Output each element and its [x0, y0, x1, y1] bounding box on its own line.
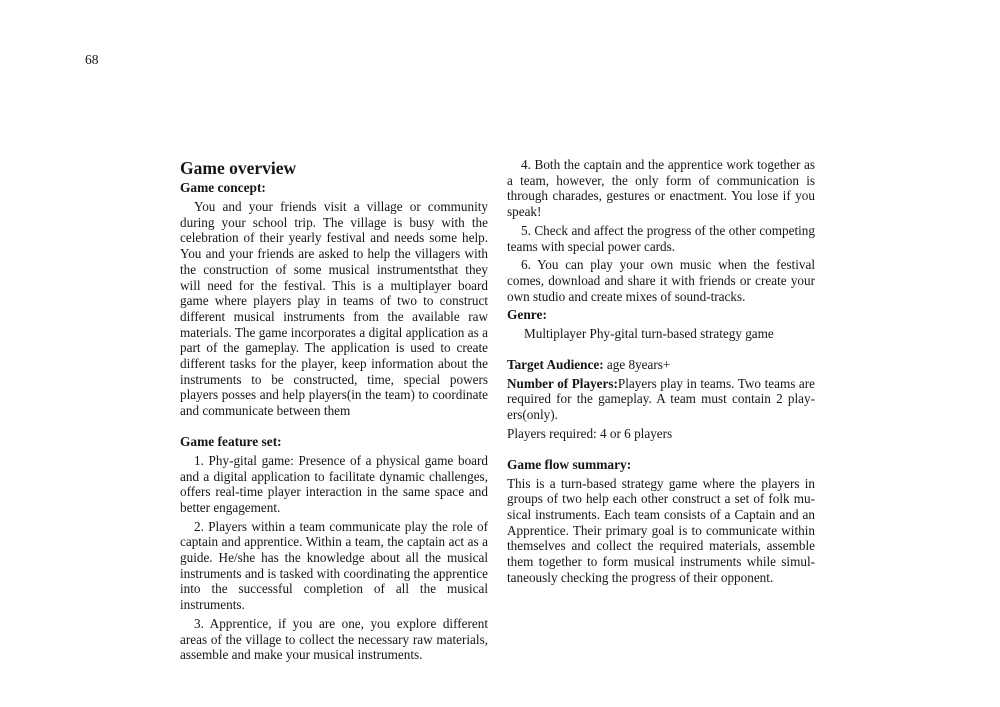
- number-of-players: [507, 376, 815, 423]
- game-flow-summary-paragraph: This is a turn-based strategy game where the players in groups of two help each other construct a set of folk mu-sical instruments. Each team consists of a Captain and an Apprentice. Their primary goal is to communicate within themselves and collect the required materials, assemble them together to form musical instruments while simul-taneously checking the progress of their opponent.: [507, 475, 815, 585]
- target-audience-label: Target Audience:: [507, 357, 604, 373]
- left-column: [180, 157, 488, 663]
- target-audience: [507, 357, 815, 373]
- game-feature-set-heading: Game feature set:: [180, 433, 282, 449]
- page-title: Game overview: [180, 158, 297, 178]
- feature-item-3: 3. Apprentice, if you are one, you explore different areas of the village to collect the necessary raw materials, assemble and make your musical instruments.: [180, 615, 488, 663]
- game-flow-summary-heading: Game flow summary:: [507, 456, 632, 472]
- players-required: Players required: 4 or 6 players: [507, 425, 673, 441]
- genre-heading: Genre:: [507, 307, 547, 323]
- game-concept-heading: Game concept:: [180, 180, 266, 195]
- right-column: [507, 157, 815, 585]
- target-audience-value: age 8years+: [603, 357, 671, 373]
- number-of-players-value: Players play in teams. Two teams are required for the gameplay. A team must contain 2 play-ers(only).: [507, 375, 815, 423]
- feature-item-2: 2. Players within a team communicate play the role of captain and apprentice. Within a team, the captain act as a guide. He/she has the knowledge about all the musical instruments and is tasked with coordinating the apprentice into the successful completion of all the musical instruments.: [180, 518, 488, 613]
- genre-text: Multiplayer Phy-gital turn-based strategy game: [524, 326, 774, 342]
- feature-item-6: 6. You can play your own music when the festival comes, download and share it with friends or create your own studio and create mixes of sound-tracks.: [507, 257, 815, 304]
- game-concept-paragraph: You and your friends visit a village or community during your school trip. The village is busy with the celebration of their yearly festival and needs some help. You and your friends are asked to help the villagers with the construction of some musical instrumentsthat they will need for the festival. This is a multiplayer board game where players play in teams of two to construct different musical instruments from the available raw materials. The game incorporates a digital application as a part of the gameplay. The application is used to create different tasks for the player, keep information about the instruments to be constructed, time, special powers players posses and help players(in the team) to coordinate and communicate between them: [180, 199, 488, 419]
- page-number: 68: [85, 52, 99, 67]
- number-of-players-label: Number of Players:: [507, 375, 618, 391]
- feature-item-5: 5. Check and affect the progress of the other competing teams with special power cards.: [507, 222, 815, 254]
- feature-item-4: 4. Both the captain and the apprentice work together as a team, however, the only form of communication is through charades, gestures or enactment. You lose if you speak!: [507, 157, 815, 220]
- feature-item-1: 1. Phy-gital game: Presence of a physical game board and a digital application to facilitate dynamic challenges, offers real-time player interaction in the same space and better engagement.: [180, 452, 488, 515]
